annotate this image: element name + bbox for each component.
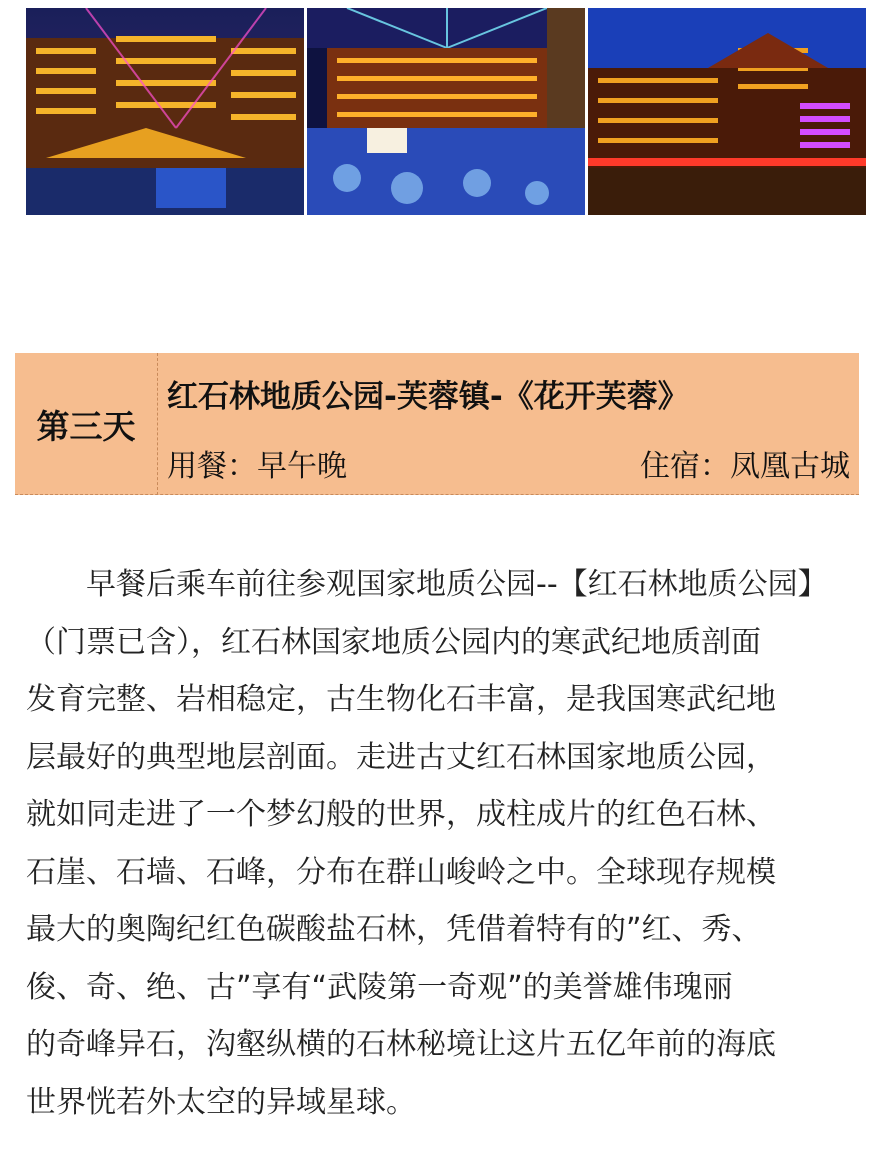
- photo-night-palace[interactable]: [26, 8, 304, 215]
- photo-gallery: [26, 8, 866, 215]
- description-line: 就如同走进了一个梦幻般的世界，成柱成片的红色石林、: [26, 797, 776, 832]
- night-square-photo-icon: [307, 8, 585, 215]
- lodging-info: 住宿：凤凰古城: [640, 449, 850, 484]
- day-description: [26, 556, 876, 1131]
- day-label-cell: [15, 353, 158, 495]
- photo-night-square[interactable]: [307, 8, 585, 215]
- night-palace-photo-icon: [26, 8, 304, 215]
- description-line: 世界恍若外太空的异域星球。: [26, 1084, 416, 1120]
- description-line: 俊、奇、绝、古”享有“武陵第一奇观”的美誉雄伟瑰丽: [26, 969, 733, 1005]
- day-header: [15, 353, 859, 495]
- day-label: 第三天: [36, 406, 136, 446]
- description-line: 石崖、石墙、石峰，分布在群山峻岭之中。全球现存规模: [26, 854, 776, 890]
- description-line: 早餐后乘车前往参观国家地质公园--【红石林地质公园】: [26, 567, 828, 602]
- description-line: （门票已含），红石林国家地质公园内的寒武纪地质剖面: [26, 624, 761, 660]
- day-route-title: 红石林地质公园-芙蓉镇-《花开芙蓉》: [167, 379, 689, 415]
- description-line: 发育完整、岩相稳定，古生物化石丰富，是我国寒武纪地: [26, 682, 776, 717]
- night-stilt-houses-photo-icon: [588, 8, 866, 215]
- description-line: 的奇峰异石，沟壑纵横的石林秘境让这片五亿年前的海底: [26, 1027, 776, 1062]
- meals-info: 用餐：早午晚: [167, 449, 347, 484]
- photo-night-stilt-houses[interactable]: [588, 8, 866, 215]
- description-line: 层最好的典型地层剖面。走进古丈红石林国家地质公园，: [26, 739, 776, 775]
- description-line: 最大的奥陶纪红色碳酸盐石林，凭借着特有的”红、秀、: [26, 912, 762, 947]
